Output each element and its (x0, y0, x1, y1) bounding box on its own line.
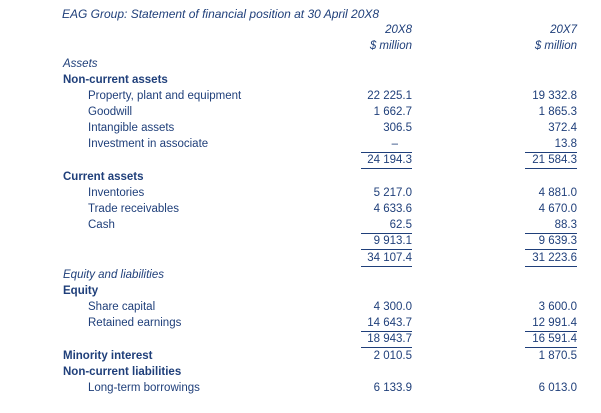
row-value-ppe-20x7: 19 332.8 (532, 90, 577, 102)
row-label-share-capital: Share capital (88, 301, 156, 313)
section-assets: Assets (63, 58, 98, 70)
row-value-associate-20x8: – (391, 138, 398, 150)
rule-nca-bottom-20x8 (361, 168, 412, 169)
minority-interest-20x8: 2 010.5 (373, 350, 412, 362)
section-non-current-liabilities: Non-current liabilities (63, 366, 182, 378)
nca-total-20x7: 21 584.3 (532, 154, 577, 166)
row-value-inventories-20x7: 4 881.0 (538, 187, 577, 199)
row-label-intangibles: Intangible assets (88, 122, 175, 134)
row-label-long-term-borrowings: Long-term borrowings (88, 382, 200, 394)
col-year-20x8: 20X8 (385, 24, 412, 36)
row-value-associate-20x7: 13.8 (554, 138, 577, 150)
row-value-goodwill-20x8: 1 662.7 (373, 106, 412, 118)
section-minority-interest: Minority interest (63, 350, 153, 362)
row-value-share-capital-20x8: 4 300.0 (373, 301, 412, 313)
section-current-assets: Current assets (63, 171, 144, 183)
section-non-current-assets: Non-current assets (63, 74, 168, 86)
row-value-intangibles-20x7: 372.4 (548, 122, 577, 134)
rule-assets-bottom-20x7 (525, 266, 577, 267)
ca-total-20x8: 9 913.1 (373, 235, 412, 247)
section-equity-and-liabilities: Equity and liabilities (63, 269, 165, 281)
col-unit-20x8: $ million (369, 40, 412, 52)
row-value-retained-earnings-20x8: 14 643.7 (367, 317, 412, 329)
row-label-cash: Cash (88, 219, 115, 231)
assets-total-20x7: 31 223.6 (532, 252, 577, 264)
row-value-receivables-20x7: 4 670.0 (538, 203, 577, 215)
row-value-cash-20x7: 88.3 (554, 219, 577, 231)
row-value-long-term-borrowings-20x8: 6 133.9 (373, 382, 412, 394)
minority-interest-20x7: 1 870.5 (538, 350, 577, 362)
statement-title: EAG Group: Statement of financial position at 30 April 20X8 (62, 7, 380, 21)
nca-total-20x8: 24 194.3 (367, 154, 412, 166)
row-value-retained-earnings-20x7: 12 991.4 (532, 317, 577, 329)
row-label-retained-earnings: Retained earnings (88, 317, 182, 329)
col-year-20x7: 20X7 (550, 24, 577, 36)
col-unit-20x7: $ million (534, 40, 577, 52)
row-label-inventories: Inventories (88, 187, 145, 199)
row-value-cash-20x8: 62.5 (389, 219, 412, 231)
row-label-receivables: Trade receivables (88, 203, 179, 215)
row-value-ppe-20x8: 22 225.1 (367, 90, 412, 102)
section-equity: Equity (63, 285, 99, 297)
equity-total-20x7: 16 591.4 (532, 333, 577, 345)
rule-assets-bottom-20x8 (361, 266, 412, 267)
row-value-share-capital-20x7: 3 600.0 (538, 301, 577, 313)
row-label-goodwill: Goodwill (88, 106, 133, 118)
assets-total-20x8: 34 107.4 (367, 252, 412, 264)
row-value-long-term-borrowings-20x7: 6 013.0 (538, 382, 577, 394)
row-value-goodwill-20x7: 1 865.3 (538, 106, 577, 118)
equity-total-20x8: 18 943.7 (367, 333, 412, 345)
row-label-ppe: Property, plant and equipment (88, 90, 242, 102)
row-value-inventories-20x8: 5 217.0 (373, 187, 412, 199)
row-label-associate: Investment in associate (88, 138, 209, 150)
ca-total-20x7: 9 639.3 (538, 235, 577, 247)
row-value-intangibles-20x8: 306.5 (383, 122, 412, 134)
rule-nca-bottom-20x7 (525, 168, 577, 169)
row-value-receivables-20x8: 4 633.6 (373, 203, 412, 215)
